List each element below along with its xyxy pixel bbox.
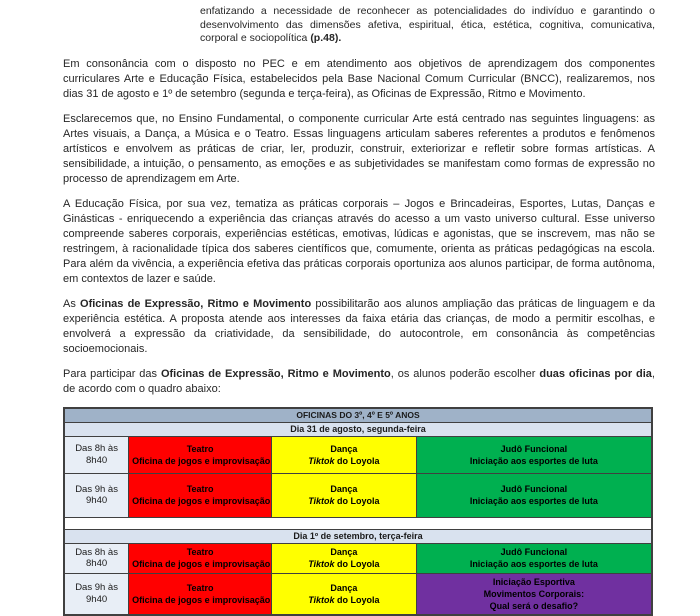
day-header-aug31 bbox=[64, 422, 652, 436]
oficina-danca-cell: Dança Tiktok do Loyola bbox=[272, 543, 417, 573]
oficina-teatro-cell: Teatro Oficina de jogos e improvisação bbox=[129, 543, 272, 573]
day-header-label: Dia 31 de agosto, segunda-feira bbox=[64, 422, 652, 436]
table-title-row bbox=[64, 408, 652, 423]
paragraph-educacao-fisica: A Educação Física, por sua vez, tematiza as práticas corporais – Jogos e Brincadeiras, Esportes, Lutas, Danças e Ginásticas - enriquecendo a experiência das crianças através do acesso a um vasto universo cultural. Esse universo compreende saberes corporais, experiências estéticas, emotivas, lúdicas e agonistas, que se inscrevem, mas não se restringem, à racionalidade típica dos saberes científicos que, comumente, orienta as práticas pedagógicas na escola. Para além da vivência, a experiência efetiva das práticas corporais oportuniza aos alunos participar, de forma autônoma, em contextos de lazer e saúde. bbox=[63, 197, 655, 285]
spacer-row bbox=[64, 517, 652, 529]
day-header-sep1 bbox=[64, 529, 652, 543]
table-row bbox=[64, 543, 652, 573]
table-title: OFICINAS DO 3º, 4º E 5º ANOS bbox=[64, 408, 652, 423]
oficina-danca-cell: Dança Tiktok do Loyola bbox=[272, 436, 417, 473]
paragraph-pec: Em consonância com o disposto no PEC e em atendimento aos objetivos de aprendizagem dos componentes curriculares Arte e Educação Física, estabelecidos pela Base Nacional Comum Curricular (BNCC), realizaremos, nos dias 31 de agosto e 1º de setembro (segunda e terça-feira), as Oficinas de Expressão, Ritmo e Movimento. bbox=[63, 57, 655, 100]
spacer-cell bbox=[64, 517, 652, 529]
oficina-judo-cell: Judô Funcional Iniciação aos esportes de luta bbox=[416, 436, 652, 473]
oficina-judo-cell: Judô Funcional Iniciação aos esportes de luta bbox=[416, 543, 652, 573]
time-cell: Das 8h às 8h40 bbox=[64, 436, 129, 473]
paragraph-participar: Para participar das Oficinas de Expressão, Ritmo e Movimento, os alunos poderão escolher duas oficinas por dia, de acordo com o quadro abaixo: bbox=[63, 367, 655, 395]
time-cell: Das 9h às 9h40 bbox=[64, 573, 129, 615]
quote-citation: (p.48). bbox=[310, 32, 342, 44]
block-quote bbox=[200, 5, 655, 46]
table-row bbox=[64, 436, 652, 473]
quote-text: enfatizando a necessidade de reconhecer as potencialidades do indivíduo e garantindo o desenvolvimento das dimensões afetiva, espiritual, ética, estética, cognitiva, comunicativa, corporal e sociopolítica bbox=[200, 5, 655, 44]
day-header-label: Dia 1º de setembro, terça-feira bbox=[64, 529, 652, 543]
schedule-table bbox=[63, 407, 653, 616]
oficina-teatro-cell: Teatro Oficina de jogos e improvisação bbox=[129, 473, 272, 517]
oficina-teatro-cell: Teatro Oficina de jogos e improvisação bbox=[129, 436, 272, 473]
table-row bbox=[64, 473, 652, 517]
paragraph-arte: Esclarecemos que, no Ensino Fundamental, o componente curricular Arte está centrado nas seguintes linguagens: as Artes visuais, a Dança, a Música e o Teatro. Essas linguagens articulam saberes referentes a produtos e fenômenos artísticos e envolvem as práticas de criar, ler, produzir, construir, exteriorizar e refletir sobre formas artísticas. A sensibilidade, a intuição, o pensamento, as emoções e as subjetividades se manifestam como formas de expressão no processo de aprendizagem em Arte. bbox=[63, 112, 655, 185]
table-row bbox=[64, 573, 652, 615]
paragraph-oficinas: As Oficinas de Expressão, Ritmo e Movimento possibilitarão aos alunos ampliação das práticas de linguagem e da experiência estética. A proposta atende aos interesses da faixa etária das crianças, de modo a permitir escolhas, e envolverá a expressão da criatividade, da sensibilidade, do autocontrole, em consonância às competências socioemocionais. bbox=[63, 297, 655, 355]
oficina-judo-cell: Judô Funcional Iniciação aos esportes de luta bbox=[416, 473, 652, 517]
oficina-iniciacao-esportiva-cell: Iniciação Esportiva Movimentos Corporais: Qual será o desafio? bbox=[416, 573, 652, 615]
oficina-danca-cell: Dança Tiktok do Loyola bbox=[272, 573, 417, 615]
time-cell: Das 9h às 9h40 bbox=[64, 473, 129, 517]
time-cell: Das 8h às 8h40 bbox=[64, 543, 129, 573]
oficina-teatro-cell: Teatro Oficina de jogos e improvisação bbox=[129, 573, 272, 615]
oficina-danca-cell: Dança Tiktok do Loyola bbox=[272, 473, 417, 517]
document-body bbox=[63, 5, 655, 616]
